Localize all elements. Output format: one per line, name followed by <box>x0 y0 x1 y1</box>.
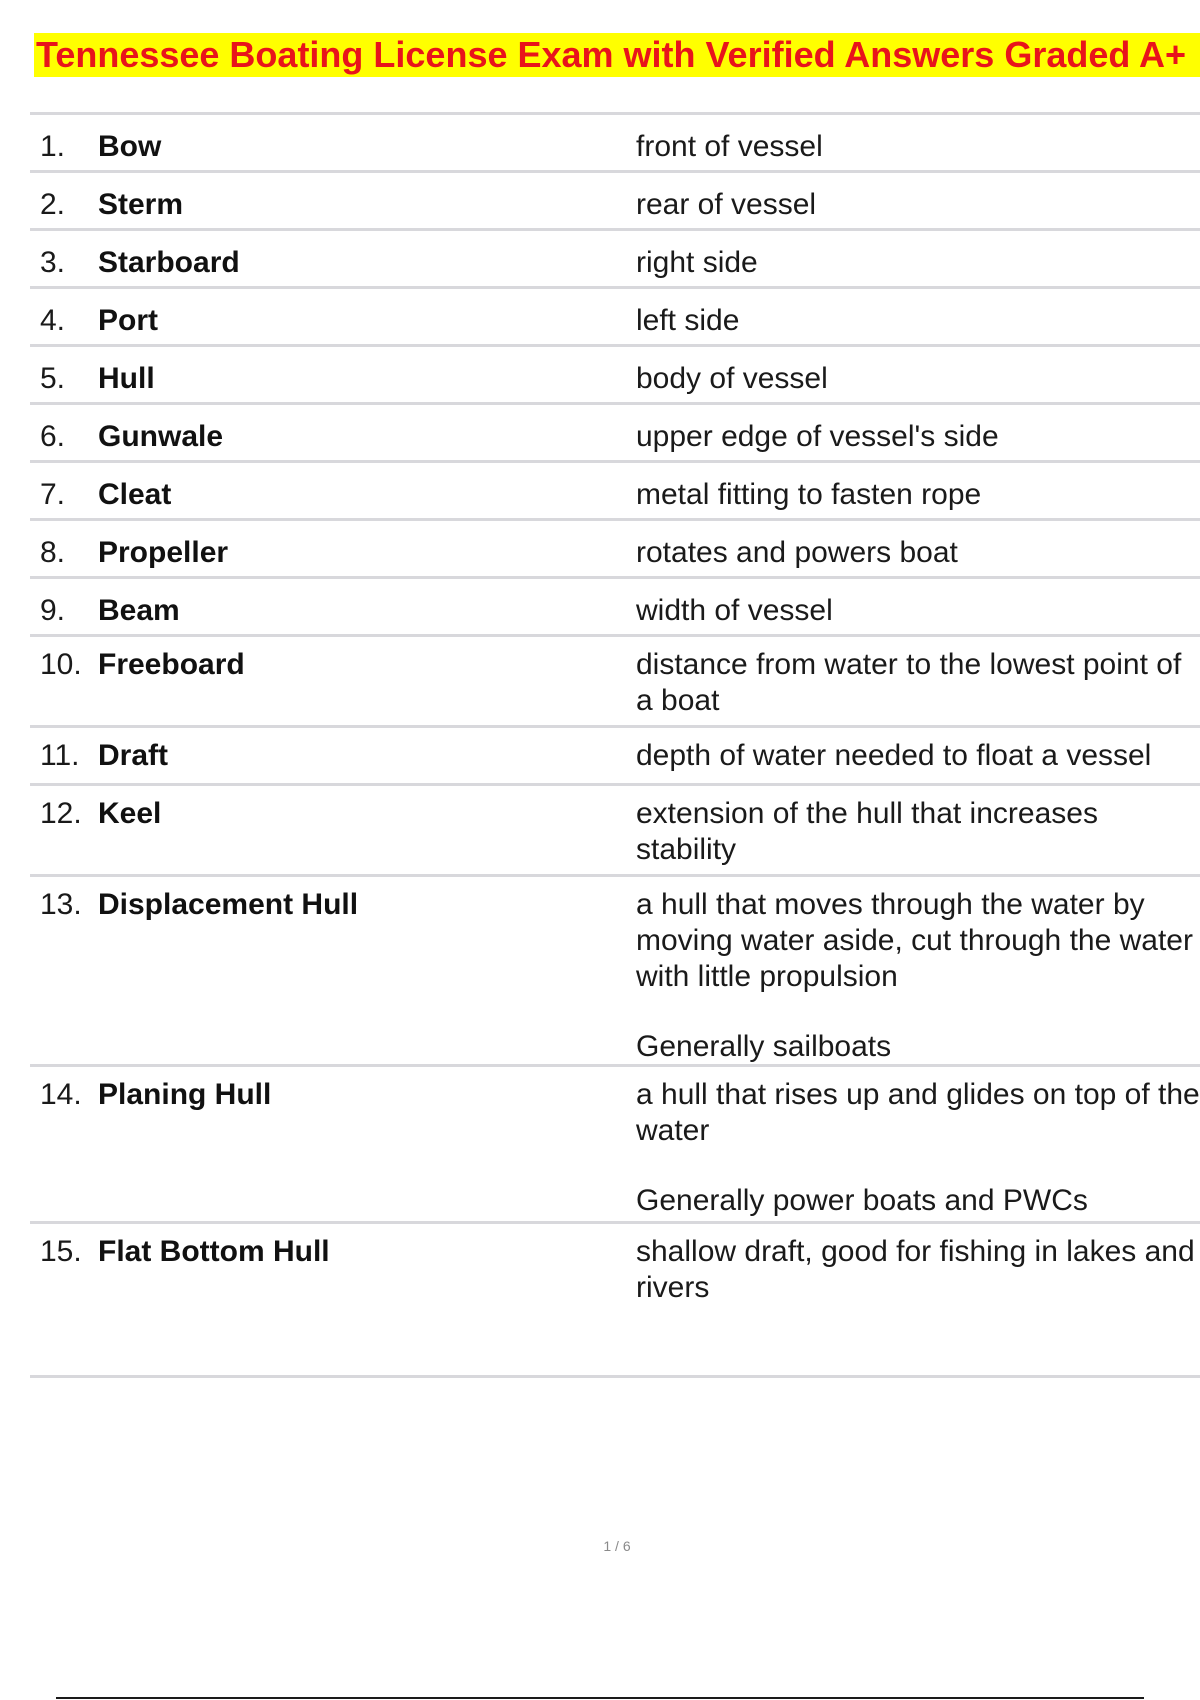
question-cell <box>30 303 636 344</box>
item-number: 5. <box>40 362 66 395</box>
table-row <box>30 347 1200 405</box>
term: Bow <box>98 130 162 163</box>
definition-text: left side <box>636 304 740 337</box>
table-row <box>30 877 1200 1067</box>
definition-text: Generally power boats and PWCs <box>636 1184 1088 1217</box>
item-number: 8. <box>40 536 66 569</box>
answer-cell <box>636 738 1200 783</box>
answer-cell <box>636 647 1200 725</box>
table-row <box>30 115 1200 173</box>
question-cell <box>30 887 636 1064</box>
table-row <box>30 173 1200 231</box>
term: Port <box>98 304 158 337</box>
definition-text: front of vessel <box>636 130 823 163</box>
definition-text: upper edge of vessel's side <box>636 420 999 453</box>
question-cell <box>30 647 636 725</box>
term: Draft <box>98 739 169 772</box>
answer-cell <box>636 887 1200 1064</box>
table-row <box>30 231 1200 289</box>
table-row <box>30 728 1200 786</box>
item-number: 10. <box>40 648 82 681</box>
definition-text: metal fitting to fasten rope <box>636 478 982 511</box>
definition-text: a hull that rises up and glides on top of the water <box>636 1078 1200 1147</box>
definition-text: Generally sailboats <box>636 1030 892 1063</box>
definition-text: rear of vessel <box>636 188 817 221</box>
answer-cell <box>636 535 1200 576</box>
item-number: 7. <box>40 478 66 511</box>
item-number: 11. <box>40 739 80 772</box>
question-cell <box>30 245 636 286</box>
item-number: 2. <box>40 188 66 221</box>
question-cell <box>30 796 636 874</box>
definition-text: shallow draft, good for fishing in lakes and rivers <box>636 1235 1195 1304</box>
answer-cell <box>636 245 1200 286</box>
term: Flat Bottom Hull <box>98 1235 330 1268</box>
answer-cell <box>636 1234 1200 1375</box>
term: Displacement Hull <box>98 888 359 921</box>
definition-text: right side <box>636 246 758 279</box>
definition-text: width of vessel <box>636 594 833 627</box>
question-cell <box>30 1234 636 1375</box>
page-number: 1 / 6 <box>603 1538 631 1554</box>
item-number: 13. <box>40 888 82 921</box>
bottom-divider <box>56 1697 1144 1699</box>
item-number: 1. <box>40 130 66 163</box>
definition-text: rotates and powers boat <box>636 536 958 569</box>
answer-cell <box>636 303 1200 344</box>
term: Starboard <box>98 246 240 279</box>
table-row <box>30 786 1200 877</box>
question-cell <box>30 593 636 634</box>
item-number: 6. <box>40 420 66 453</box>
qa-table <box>30 112 1200 1378</box>
definition-text: depth of water needed to float a vessel <box>636 739 1152 772</box>
term: Sterm <box>98 188 184 221</box>
answer-cell <box>636 593 1200 634</box>
item-number: 14. <box>40 1078 82 1111</box>
definition-text: distance from water to the lowest point of a boat <box>636 648 1182 717</box>
answer-cell <box>636 129 1200 170</box>
table-row <box>30 1224 1200 1378</box>
answer-cell <box>636 477 1200 518</box>
definition-text: body of vessel <box>636 362 828 395</box>
question-cell <box>30 738 636 783</box>
definition-text: a hull that moves through the water by moving water aside, cut through the water with little propulsion <box>636 888 1193 993</box>
question-cell <box>30 129 636 170</box>
definition-text: extension of the hull that increases stability <box>636 797 1098 866</box>
table-row <box>30 637 1200 728</box>
item-number: 12. <box>40 797 82 830</box>
answer-cell <box>636 1077 1200 1221</box>
answer-cell <box>636 187 1200 228</box>
term: Propeller <box>98 536 229 569</box>
table-row <box>30 521 1200 579</box>
item-number: 4. <box>40 304 66 337</box>
term: Cleat <box>98 478 172 511</box>
question-cell <box>30 535 636 576</box>
item-number: 15. <box>40 1235 82 1268</box>
term: Keel <box>98 797 162 830</box>
question-cell <box>30 477 636 518</box>
table-row <box>30 463 1200 521</box>
term: Gunwale <box>98 420 224 453</box>
answer-cell <box>636 361 1200 402</box>
question-cell <box>30 1077 636 1221</box>
item-number: 3. <box>40 246 66 279</box>
table-row <box>30 289 1200 347</box>
page-title: Tennessee Boating License Exam with Verified Answers Graded A+ <box>34 33 1200 77</box>
answer-cell <box>636 419 1200 460</box>
table-row <box>30 1067 1200 1224</box>
question-cell <box>30 419 636 460</box>
question-cell <box>30 361 636 402</box>
table-row <box>30 579 1200 637</box>
term: Freeboard <box>98 648 245 681</box>
item-number: 9. <box>40 594 66 627</box>
term: Hull <box>98 362 155 395</box>
question-cell <box>30 187 636 228</box>
term: Beam <box>98 594 180 627</box>
answer-cell <box>636 796 1200 874</box>
table-row <box>30 405 1200 463</box>
term: Planing Hull <box>98 1078 272 1111</box>
